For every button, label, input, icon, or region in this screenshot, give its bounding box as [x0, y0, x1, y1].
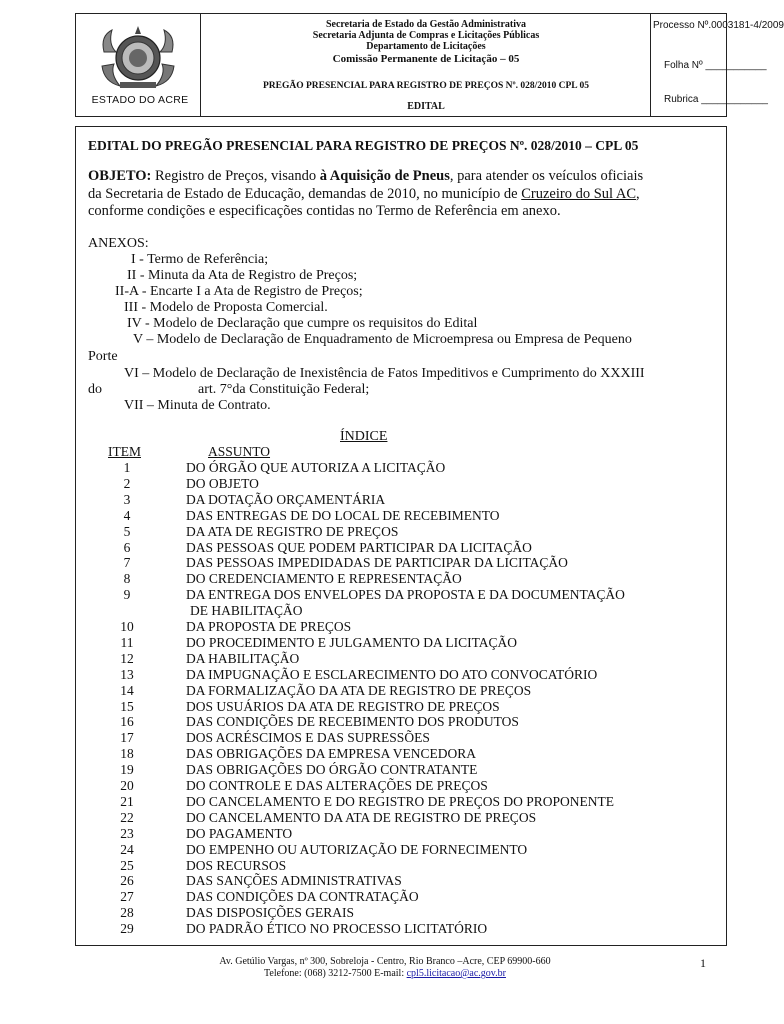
- column-header-assunto: ASSUNTO: [208, 444, 271, 459]
- index-item-subject: DOS RECURSOS: [186, 857, 287, 873]
- anexo-item: VI – Modelo de Declaração de Inexistência de Fatos Impeditivos e Cumprimento do XXXIII: [124, 366, 645, 381]
- index-item-number: 7: [123, 555, 131, 571]
- index-item-subject: DO PADRÃO ÉTICO NO PROCESSO LICITATÓRIO: [186, 921, 488, 937]
- index-item-number: 9: [123, 587, 131, 603]
- anexo-item: V – Modelo de Declaração de Enquadramento de Microempresa ou Empresa de Pequeno: [133, 332, 632, 347]
- document-title: EDITAL DO PREGÃO PRESENCIAL PARA REGISTRO DE PREÇOS Nº. 028/2010 – CPL 05: [88, 138, 639, 153]
- index-item-number: 13: [120, 666, 134, 682]
- anexo-item: do: [88, 382, 102, 397]
- processo-number: Processo Nº.0003181-4/2009: [653, 20, 784, 31]
- index-item-number: 1: [123, 460, 131, 475]
- index-item-subject: DO CREDENCIAMENTO E REPRESENTAÇÃO: [186, 571, 462, 587]
- anexo-item: II-A - Encarte I a Ata de Registro de Preços;: [115, 284, 363, 299]
- index-item-subject: DO EMPENHO OU AUTORIZAÇÃO DE FORNECIMENTO: [186, 841, 528, 857]
- index-item-number: 26: [120, 873, 134, 889]
- index-item-number: 2: [123, 475, 131, 491]
- logo-cell: [76, 14, 201, 116]
- index-item-subject: DAS OBRIGAÇÕES DO ÓRGÃO CONTRATANTE: [186, 762, 478, 778]
- objeto-text: ,: [636, 186, 640, 202]
- index-item-number: 3: [123, 491, 131, 507]
- rubrica-field: Rubrica ____________: [664, 94, 768, 105]
- index-item-subject: DAS PESSOAS IMPEDIDADAS DE PARTICIPAR DA LICITAÇÃO: [186, 555, 568, 571]
- index-item-number: 24: [120, 841, 134, 857]
- anexo-item: Porte: [88, 349, 118, 364]
- index-item-number: 22: [120, 809, 134, 825]
- header-line-1: Secretaria de Estado da Gestão Administrativa: [325, 19, 527, 30]
- objeto-text: , para atender os veículos oficiais: [449, 168, 644, 184]
- index-item-subject: DA IMPUGNAÇÃO E ESCLARECIMENTO DO ATO CONVOCATÓRIO: [186, 666, 598, 682]
- anexo-item: IV - Modelo de Declaração que cumpre os requisitos do Edital: [127, 316, 478, 331]
- index-item-number: 15: [120, 698, 134, 714]
- objeto-label: OBJETO:: [88, 168, 152, 184]
- index-item-number: 14: [120, 682, 134, 698]
- objeto-text: Registro de Preços, visando: [151, 168, 320, 184]
- objeto-highlight: à Aquisição de Pneus: [319, 168, 450, 184]
- index-item-number: 29: [120, 921, 134, 937]
- anexo-item: I - Termo de Referência;: [131, 252, 269, 267]
- municipio-name: Cruzeiro do Sul AC: [521, 186, 637, 202]
- index-item-number: 16: [120, 714, 134, 730]
- header-line-3: Departamento de Licitações: [366, 41, 486, 52]
- header-line-4: Comissão Permanente de Licitação – 05: [332, 53, 520, 65]
- header-line-2: Secretaria Adjunta de Compras e Licitações Públicas: [312, 30, 540, 41]
- anexo-item: art. 7°da Constituição Federal;: [198, 382, 370, 397]
- index-item-subject: DO OBJETO: [186, 475, 259, 491]
- logo-caption: ESTADO DO ACRE: [91, 94, 189, 106]
- index-item-subject: DA HABILITAÇÃO: [186, 650, 300, 666]
- index-item-number: 25: [120, 857, 134, 873]
- index-item-subject: DAS ENTREGAS DE DO LOCAL DE RECEBIMENTO: [186, 507, 500, 523]
- pregao-line: PREGÃO PRESENCIAL PARA REGISTRO DE PREÇOS Nº. 028/2010 CPL 05: [262, 81, 589, 91]
- footer-phone: Telefone: (068) 3212-7500 E-mail:: [264, 968, 407, 979]
- index-item-number: 8: [123, 571, 131, 587]
- index-item-subject: DAS SANÇÕES ADMINISTRATIVAS: [186, 873, 402, 889]
- index-item-subject: DO CANCELAMENTO E DO REGISTRO DE PREÇOS DO PROPONENTE: [186, 793, 615, 809]
- index-item-subject: DAS DISPOSIÇÕES GERAIS: [186, 905, 355, 921]
- index-item-subject: DAS CONDIÇÕES DE RECEBIMENTO DOS PRODUTOS: [186, 714, 519, 730]
- index-item-number: 12: [120, 650, 134, 666]
- footer-email-link[interactable]: cpl5.licitacao@ac.gov.br: [406, 968, 506, 979]
- objeto-line-3: conforme condições e especificações contidas no Termo de Referência em anexo.: [88, 203, 561, 219]
- index-item-subject: DO PAGAMENTO: [186, 825, 293, 841]
- index-item-subject: DAS OBRIGAÇÕES DA EMPRESA VENCEDORA: [186, 746, 477, 762]
- objeto-text: da Secretaria de Estado de Educação, demandas de 2010, no município de: [88, 186, 522, 202]
- index-item-number: 23: [120, 825, 134, 841]
- objeto-line-2: [88, 186, 640, 202]
- index-item-subject: DO PROCEDIMENTO E JULGAMENTO DA LICITAÇÃO: [186, 634, 518, 650]
- index-item-number: 17: [120, 730, 134, 746]
- edital-label: EDITAL: [407, 101, 445, 112]
- index-item-subject: DA DOTAÇÃO ORÇAMENTÁRIA: [186, 491, 386, 507]
- footer-address: Av. Getúlio Vargas, nº 300, Sobreloja - Centro, Rio Branco –Acre, CEP 69900-660: [219, 956, 551, 967]
- column-header-item: ITEM: [108, 444, 141, 459]
- anexos-label: ANEXOS:: [88, 236, 149, 251]
- index-item-subject: DA ENTREGA DOS ENVELOPES DA PROPOSTA E DA DOCUMENTAÇÃO: [186, 587, 625, 603]
- objeto-line-1: [88, 168, 643, 184]
- index-item-subject: DO CONTROLE E DAS ALTERAÇÕES DE PREÇOS: [186, 778, 488, 793]
- index-item-number: 28: [120, 905, 134, 921]
- index-item-subject: DO CANCELAMENTO DA ATA DE REGISTRO DE PREÇOS: [186, 809, 537, 825]
- index-item-subject: DA FORMALIZAÇÃO DA ATA DE REGISTRO DE PREÇOS: [186, 682, 532, 698]
- index-item-number: 20: [120, 778, 134, 793]
- document-header: [75, 13, 784, 117]
- index-item-subject: DAS PESSOAS QUE PODEM PARTICIPAR DA LICITAÇÃO: [186, 539, 532, 555]
- page-number: 1: [700, 956, 706, 970]
- index-item-subject: DA ATA DE REGISTRO DE PREÇOS: [186, 523, 399, 539]
- anexo-item: III - Modelo de Proposta Comercial.: [124, 300, 328, 315]
- indice-title: ÍNDICE: [340, 429, 388, 444]
- index-item-subject: DOS USUÁRIOS DA ATA DE REGISTRO DE PREÇOS: [186, 698, 500, 714]
- index-item-number: 21: [120, 793, 134, 809]
- index-item-subject: DE HABILITAÇÃO: [190, 603, 303, 619]
- header-right: [651, 14, 784, 116]
- index-item-number: 19: [120, 762, 134, 778]
- index-item-number: 6: [123, 539, 131, 555]
- anexo-item: VII – Minuta de Contrato.: [124, 398, 271, 413]
- index-item-number: 18: [120, 746, 134, 762]
- index-item-number: 4: [123, 507, 131, 523]
- index-item-number: 5: [123, 523, 131, 539]
- coat-of-arms-icon: [98, 22, 178, 94]
- header-center: [201, 14, 651, 116]
- footer-contact: [150, 968, 620, 980]
- index-item-subject: DA PROPOSTA DE PREÇOS: [186, 619, 352, 634]
- index-item-number: 11: [120, 634, 134, 650]
- anexo-item: II - Minuta da Ata de Registro de Preços;: [127, 268, 358, 283]
- index-item-subject: DOS ACRÉSCIMOS E DAS SUPRESSÕES: [186, 730, 430, 746]
- index-item-number: 10: [120, 619, 134, 634]
- index-item-subject: DAS CONDIÇÕES DA CONTRATAÇÃO: [186, 889, 419, 905]
- index-item-subject: DO ÓRGÃO QUE AUTORIZA A LICITAÇÃO: [186, 460, 446, 475]
- folha-field: Folha Nº ___________: [664, 60, 767, 71]
- index-item-number: 27: [120, 889, 134, 905]
